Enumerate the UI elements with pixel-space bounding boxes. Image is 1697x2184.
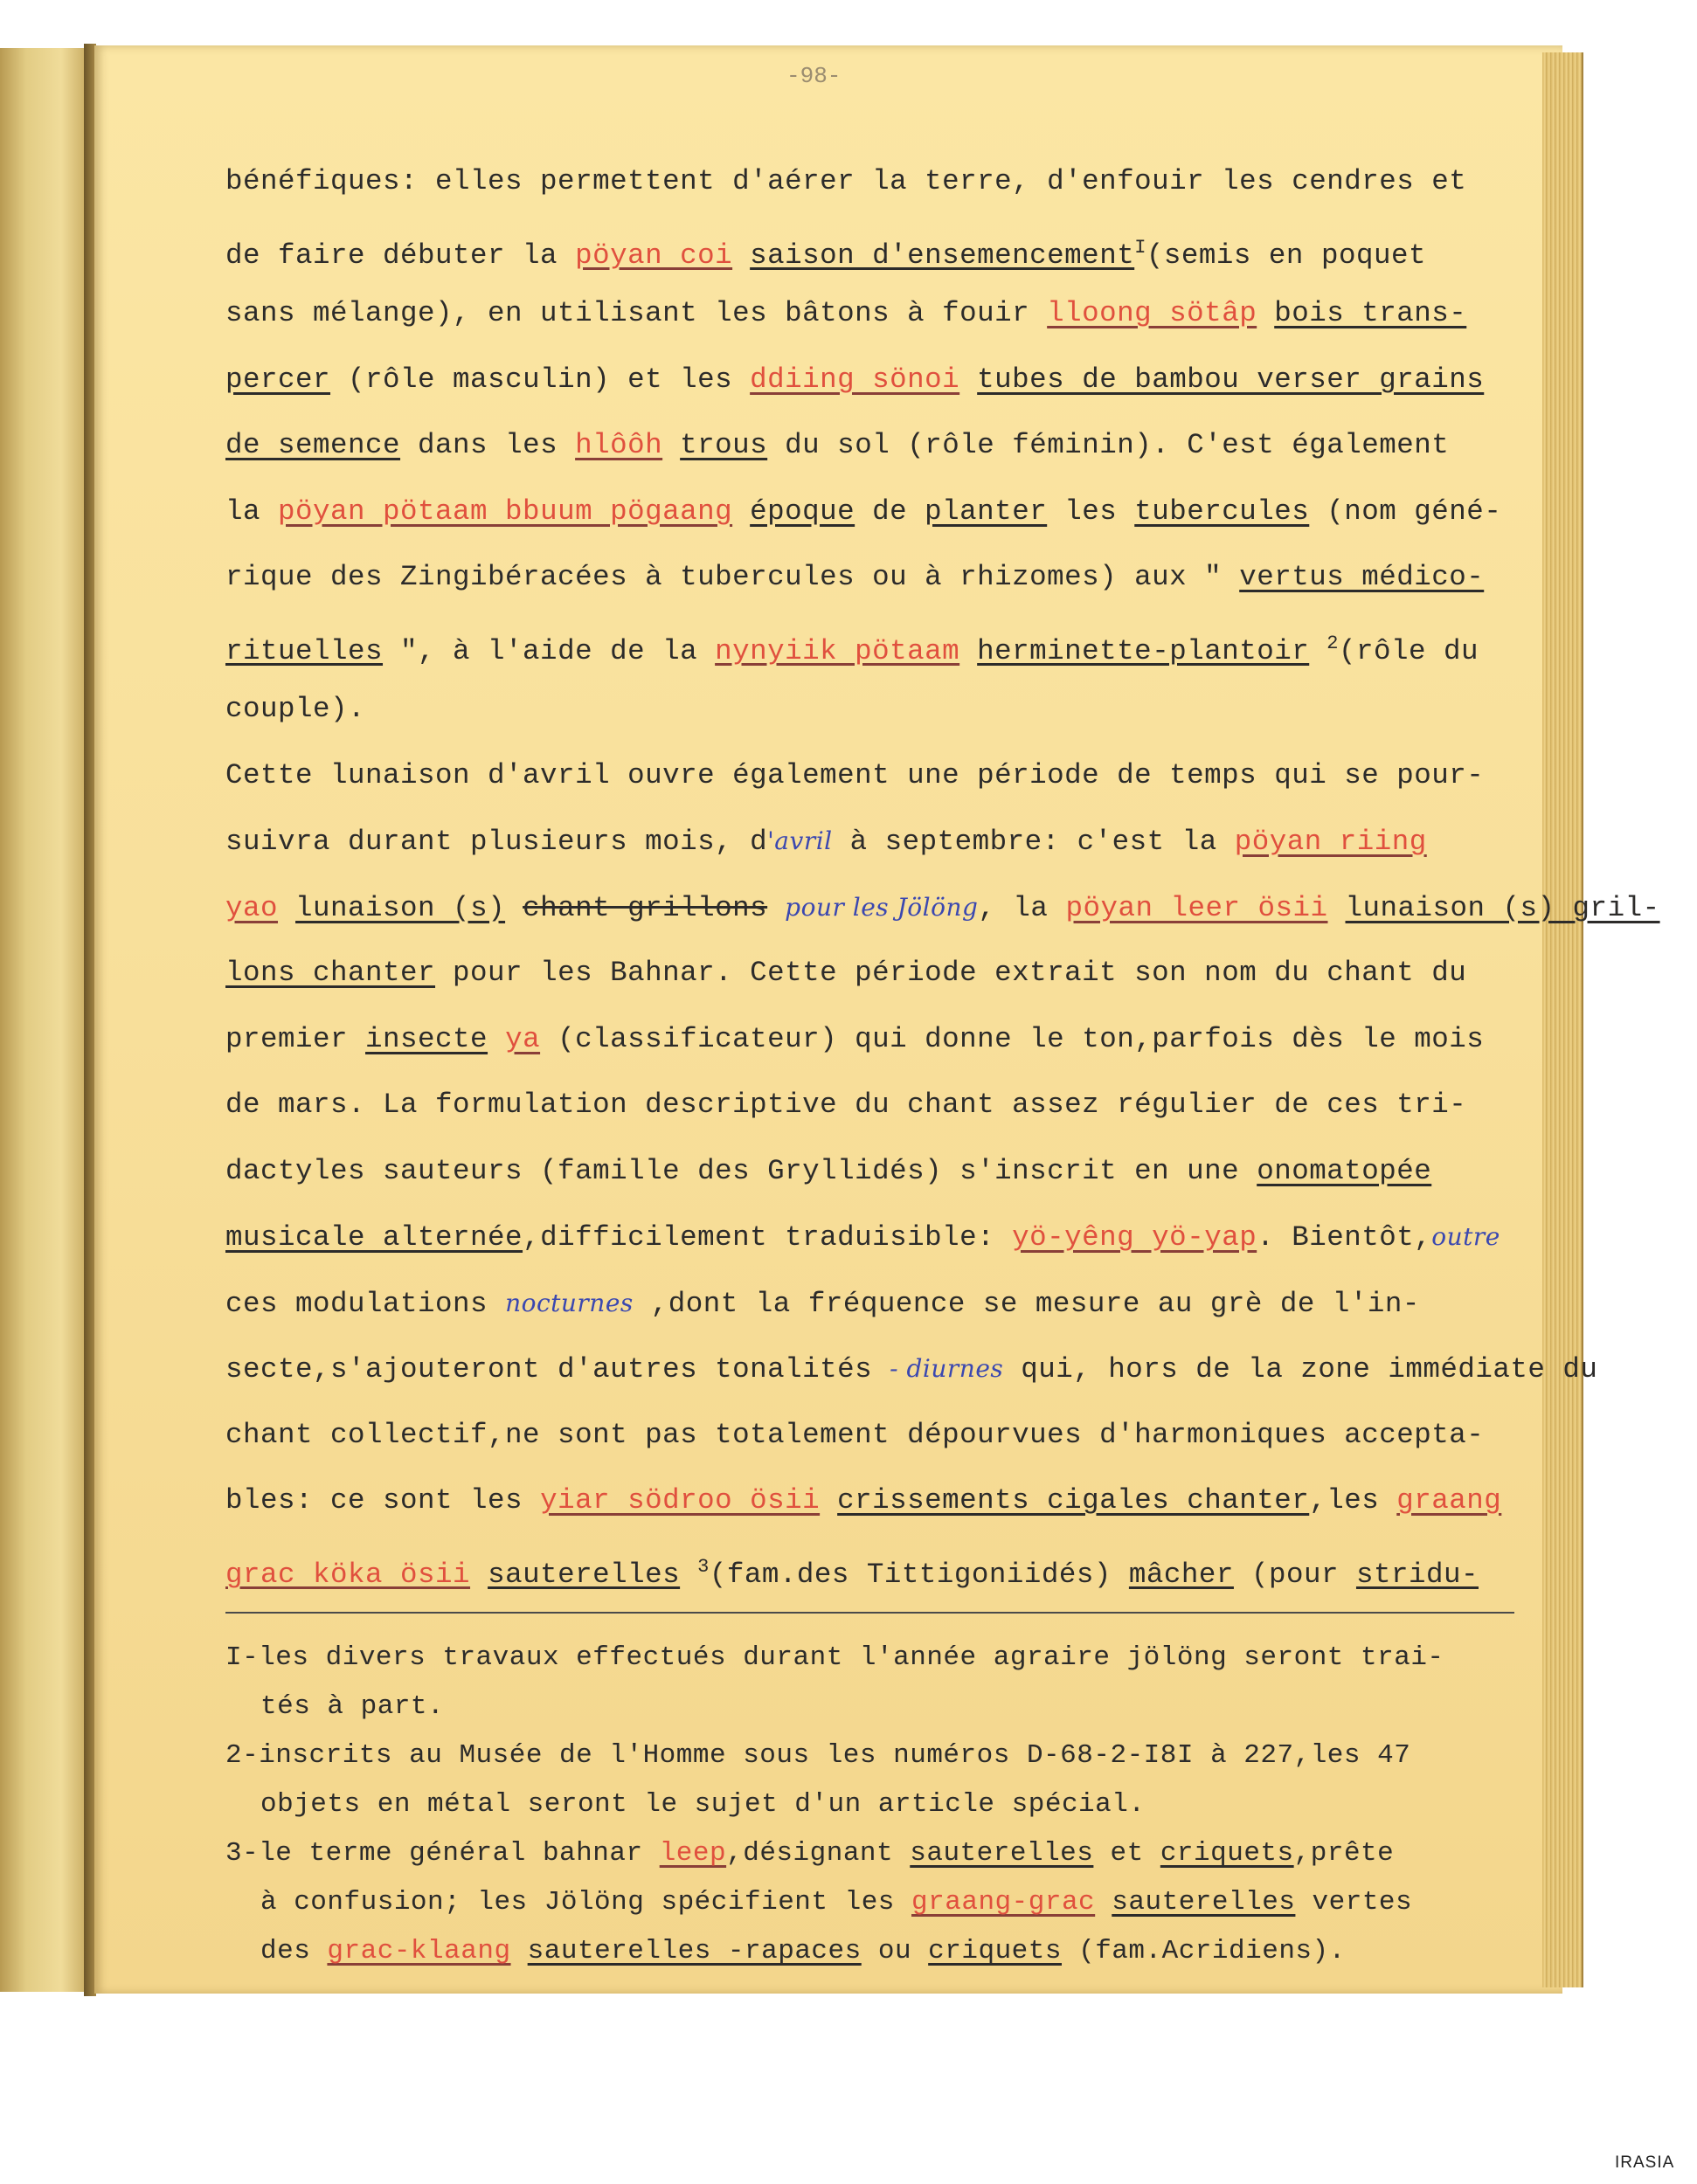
gloss-underlined: musicale alternée (225, 1221, 523, 1254)
text-run (1095, 1887, 1112, 1918)
vernacular-term: grac köka ösii (225, 1558, 471, 1591)
text-line (225, 347, 1519, 413)
text-line (225, 743, 1519, 809)
text-run: 3-le terme général bahnar (225, 1838, 660, 1869)
text-run (959, 634, 977, 667)
gloss-underlined: herminette-plantoir (977, 634, 1310, 667)
text-run (680, 1558, 697, 1590)
text-line (225, 1468, 1519, 1534)
gloss-underlined: lons chanter (225, 957, 436, 989)
text-line (225, 1402, 1519, 1469)
text-run: (classificateur) qui donne le ton,parfois dès le mois (540, 1022, 1485, 1055)
gloss-underlined: stridu- (1355, 1558, 1479, 1591)
text-run (820, 1484, 837, 1517)
vernacular-term: ddiing sönoi (750, 363, 960, 396)
handwritten-annotation: pour les Jölöng (785, 892, 979, 922)
footnote-marker: I (1134, 236, 1146, 259)
text-run: dactyles sauteurs (famille des Gryllidés) s'inscrit en une (225, 1154, 1257, 1187)
gloss-underlined: criquets (928, 1936, 1062, 1966)
text-run: dans les (400, 429, 576, 461)
footnotes (225, 1634, 1519, 1976)
gloss-underlined: époque (750, 494, 855, 528)
text-run: 2-inscrits au Musée de l'Homme sous les numéros D-68-2-I8I à 227,les 47 (225, 1740, 1411, 1771)
gloss-underlined: lunaison (s) gril- (1345, 891, 1660, 924)
text-run: ,difficilement traduisible: (523, 1221, 1013, 1254)
text-run: les (1047, 494, 1135, 528)
gloss-underlined: trous (680, 429, 768, 461)
vernacular-term: grac-klaang (327, 1936, 511, 1966)
handwritten-annotation: outre (1431, 1222, 1500, 1251)
gloss-underlined: de semence (225, 429, 401, 461)
text-run (1257, 297, 1274, 329)
gloss-underlined: planter (925, 494, 1048, 528)
text-line (225, 479, 1519, 545)
text-run: rique des Zingibéracées à tubercules ou à rhizomes) aux " (225, 561, 1240, 593)
text-run: du sol (rôle féminin). C'est également (767, 429, 1450, 461)
text-run: chant collectif,ne sont pas totalement dépourvues d'harmoniques accepta- (225, 1418, 1485, 1451)
text-run: suivra durant plusieurs mois, d (225, 826, 768, 858)
text-run: et (1093, 1838, 1160, 1869)
text-line (225, 215, 1519, 281)
footnote-rule (225, 1612, 1514, 1614)
gloss-underlined: rituelles (225, 634, 384, 667)
text-run: des (260, 1936, 328, 1966)
text-run: ,dont la fréquence se mesure au grè de l'in- (633, 1287, 1420, 1320)
vernacular-term: pöyan riing (1234, 826, 1427, 858)
footnote (225, 1829, 1519, 1976)
text-line (225, 1270, 1519, 1337)
text-run: , la (978, 891, 1066, 924)
text-run: couple). (225, 693, 366, 725)
vernacular-term: graang (1396, 1484, 1502, 1517)
text-line (225, 1138, 1519, 1205)
text-line (225, 1204, 1519, 1270)
gloss-underlined: lunaison (s) (295, 891, 506, 924)
page-number: -98- (786, 63, 842, 89)
text-line (225, 280, 1519, 347)
vernacular-term: yao (225, 891, 279, 924)
vernacular-term: lloong sötâp (1047, 297, 1257, 329)
text-line (225, 149, 1519, 215)
footnote-line (225, 1927, 1519, 1976)
text-run: ces modulations (225, 1287, 506, 1320)
vernacular-term: pöyan leer ösii (1065, 891, 1328, 924)
vernacular-term: leep (659, 1838, 727, 1869)
text-run: de (855, 494, 925, 528)
text-line (225, 1336, 1598, 1402)
vernacular-term: hlôôh (575, 429, 663, 461)
text-run: de mars. La formulation descriptive du chant assez régulier de ces tri- (225, 1089, 1467, 1121)
text-run (732, 495, 750, 528)
vernacular-term: ya (505, 1022, 541, 1055)
gloss-underlined: criquets (1160, 1838, 1294, 1869)
text-run: la (225, 494, 279, 528)
gloss-underlined: sauterelles (488, 1558, 681, 1591)
page-edges (1542, 52, 1583, 1987)
text-run: bénéfiques: elles permettent d'aérer la terre, d'enfouir les cendres et (225, 165, 1467, 197)
vernacular-term: yö-yêng yö-yap (1012, 1221, 1257, 1254)
gloss-underlined: vertus médico- (1239, 561, 1485, 593)
text-run: ", à l'aide de la (383, 634, 716, 667)
text-line (225, 544, 1519, 611)
text-run: secte,s'ajouteront d'autres tonalités (225, 1353, 890, 1386)
text-run (1309, 634, 1326, 667)
text-run: qui, hors de la zone immédiate du (1003, 1353, 1598, 1386)
handwritten-annotation: - diurnes (890, 1354, 1004, 1383)
text-line (225, 1006, 1519, 1073)
gloss-underlined: sauterelles (910, 1838, 1094, 1869)
text-run: Cette lunaison d'avril ouvre également une période de temps qui se pour- (225, 758, 1485, 791)
text-run: (nom géné- (1309, 494, 1502, 528)
text-run: (pour (1233, 1558, 1356, 1591)
text-line (225, 808, 1519, 874)
footnote-marker: 2 (1326, 632, 1339, 654)
footnote-line (225, 1683, 1519, 1731)
text-line (225, 940, 1519, 1006)
text-run: de faire débuter la (225, 238, 576, 272)
text-run (1328, 892, 1346, 924)
struck-text: chant grillons (523, 891, 768, 924)
text-run: tés à part. (260, 1691, 445, 1722)
text-run (511, 1936, 528, 1966)
footnote (225, 1634, 1519, 1731)
footnote-marker: 3 (697, 1555, 710, 1578)
text-run: sans mélange), en utilisant les bâtons à fouir (225, 297, 1048, 329)
vernacular-term: yiar södroo ösii (540, 1484, 821, 1517)
gloss-underlined: saison d'ensemencement (750, 238, 1135, 272)
text-run (662, 429, 680, 461)
text-run: objets en métal seront le sujet d'un article spécial. (260, 1789, 1146, 1820)
gloss-underlined: sauterelles (1112, 1887, 1296, 1918)
text-run: I-les divers travaux effectués durant l'année agraire jölöng seront trai- (225, 1642, 1444, 1673)
text-run: ou (861, 1936, 929, 1966)
text-run (767, 892, 785, 924)
text-run: premier (225, 1022, 366, 1055)
text-run (470, 1558, 488, 1590)
vernacular-term: nynyiik pötaam (715, 634, 960, 667)
text-run: (semis en poquet (1146, 238, 1426, 272)
text-run (959, 363, 977, 396)
text-run (278, 892, 295, 924)
text-run: (rôle masculin) et les (330, 363, 751, 396)
text-run: (fam.Acridiens). (1061, 1936, 1346, 1966)
footnote-line (225, 1829, 1519, 1878)
vernacular-term: pöyan pötaam bbuum pögaang (278, 494, 733, 528)
left-page-edge (0, 48, 87, 1992)
text-line (225, 611, 1519, 677)
text-run: vertes (1295, 1887, 1413, 1918)
text-run (505, 892, 523, 924)
footnote-line (225, 1634, 1519, 1683)
vernacular-term: pöyan coi (575, 238, 733, 272)
gloss-underlined: tubercules (1134, 494, 1310, 528)
handwritten-annotation: nocturnes (505, 1288, 634, 1317)
text-run (488, 1023, 505, 1055)
text-line (225, 874, 1660, 941)
text-line (225, 412, 1519, 479)
gloss-underlined: mâcher (1128, 1558, 1234, 1591)
footnote-line (225, 1731, 1519, 1780)
gloss-underlined: onomatopée (1257, 1154, 1432, 1187)
gloss-underlined: insecte (365, 1022, 488, 1055)
text-line (225, 676, 1519, 743)
credit-label: IRASIA (1615, 2153, 1675, 2172)
body-text (225, 149, 1660, 1600)
text-run: (fam.des Tittigoniidés) (709, 1558, 1129, 1591)
text-run: à confusion; les Jölöng spécifient les (260, 1887, 912, 1918)
gloss-underlined: percer (225, 363, 331, 396)
text-run: ,désignant (726, 1838, 911, 1869)
text-run: . Bientôt, (1257, 1221, 1432, 1254)
text-run (732, 238, 750, 271)
text-run: bles: ce sont les (225, 1484, 541, 1517)
footnote (225, 1731, 1519, 1829)
text-run: pour les Bahnar. Cette période extrait son nom du chant du (435, 957, 1467, 989)
gloss-underlined: crissements cigales chanter (837, 1484, 1310, 1517)
text-line (225, 1534, 1519, 1600)
handwritten-annotation: 'avril (767, 826, 833, 855)
text-run: (rôle du (1338, 634, 1479, 667)
gloss-underlined: bois trans- (1274, 297, 1467, 329)
text-line (225, 1072, 1519, 1138)
vernacular-term: graang-grac (911, 1887, 1096, 1918)
text-run: à septembre: c'est la (832, 826, 1235, 858)
footnote-line (225, 1780, 1519, 1829)
text-run: ,prête (1293, 1838, 1395, 1869)
text-run: ,les (1309, 1484, 1397, 1517)
footnote-line (225, 1878, 1519, 1927)
gloss-underlined: tubes de bambou verser grains (977, 363, 1485, 396)
gloss-underlined: sauterelles -rapaces (527, 1936, 862, 1966)
